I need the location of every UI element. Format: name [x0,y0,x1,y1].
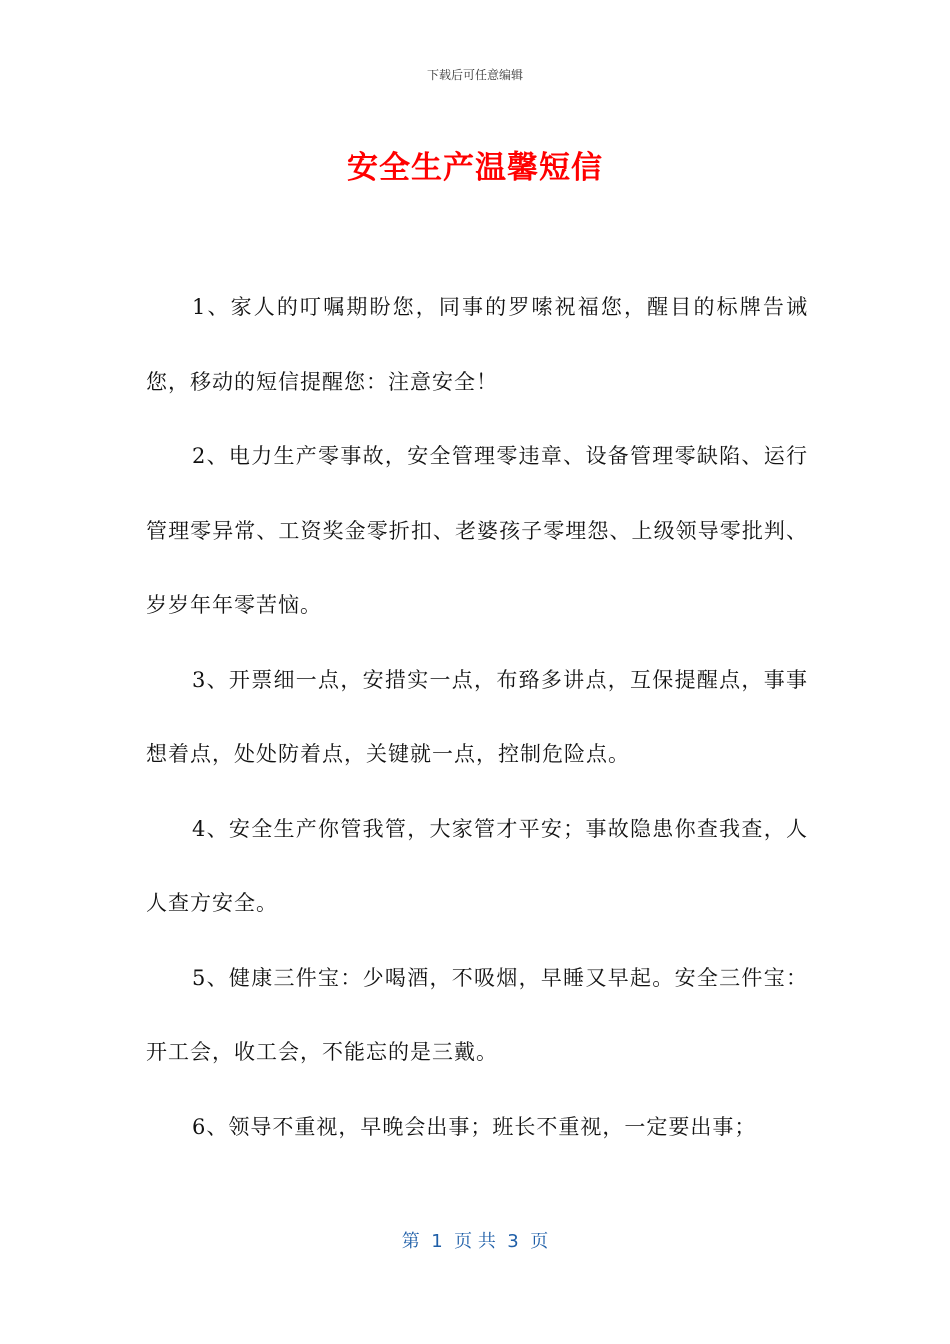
paragraph-5: 5、健康三件宝：少喝酒，不吸烟，早睡又早起。安全三件宝：开工会，收工会，不能忘的是三戴。 [146,965,808,1064]
document-title: 安全生产温馨短信 [347,150,603,186]
paragraph-2: 2、电力生产零事故，安全管理零违章、设备管理零缺陷、运行管理零异常、工资奖金零折扣、老婆孩子零埋怨、上级领导零批判、岁岁年年零苦恼。 [146,444,808,617]
paragraph-3: 3、开票细一点，安措实一点，布臵多讲点，互保提醒点，事事想着点，处处防着点，关键就一点，控制危险点。 [146,667,808,766]
header-note: 下载后可任意编辑 [426,68,523,82]
paragraph-6: 6、领导不重视，早晚会出事；班长不重视，一定要出事； [192,1114,757,1139]
page-footer: 第 1 页 共 3 页 [401,1231,549,1252]
document-body [146,270,808,1164]
paragraph-1: 1、家人的叮嘱期盼您，同事的罗嗦祝福您，醒目的标牌告诫您，移动的短信提醒您：注意安全！ [146,295,808,394]
paragraph-4: 4、安全生产你管我管，大家管才平安；事故隐患你查我查，人人查方安全。 [146,816,808,915]
